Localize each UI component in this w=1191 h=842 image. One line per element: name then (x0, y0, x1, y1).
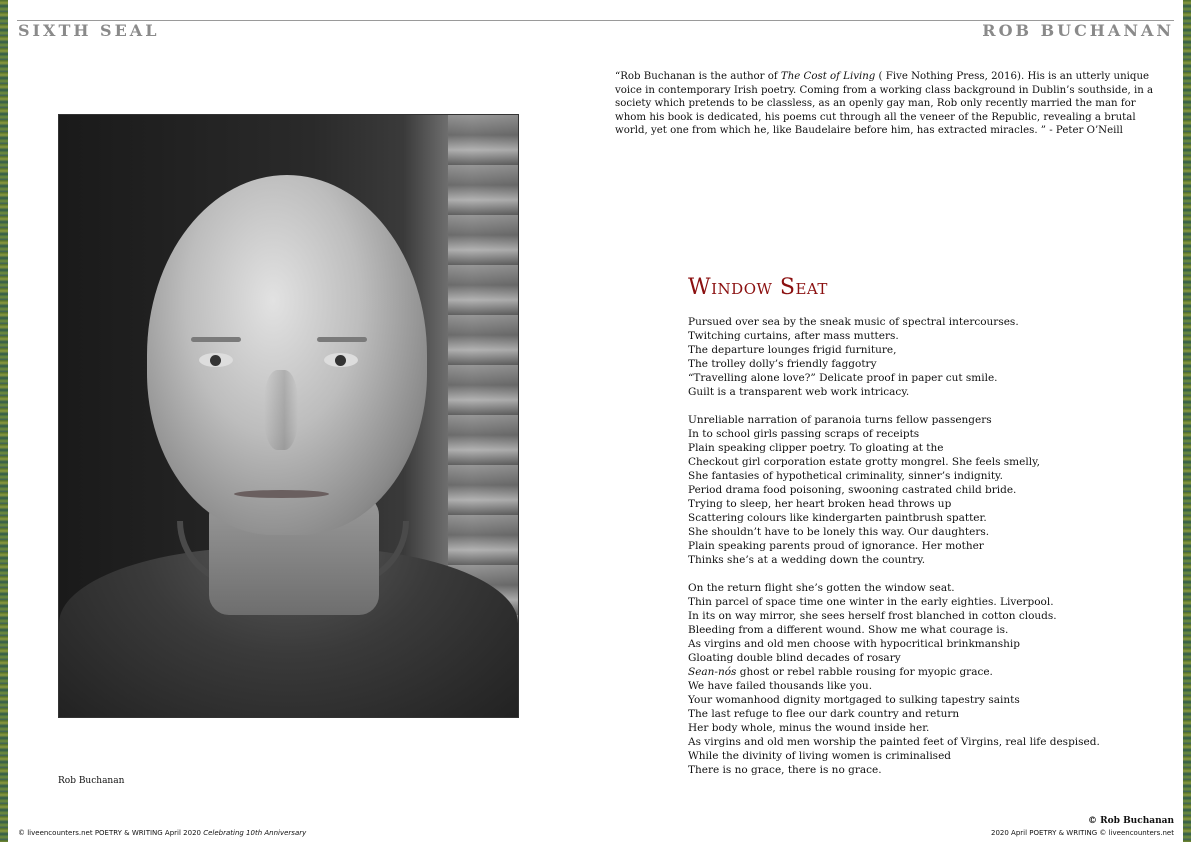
photo-mouth (234, 490, 329, 498)
poem-line: As virgins and old men worship the painted feet of Virgins, real life despised. (688, 736, 1100, 748)
poem-line: Twitching curtains, after mass mutters. (688, 330, 899, 342)
photo-brow-left (191, 337, 241, 342)
poem-line: There is no grace, there is no grace. (688, 764, 882, 776)
poem-line: Scattering colours like kindergarten paintbrush spatter. (688, 512, 987, 524)
poem-line-rest: ghost or rebel rabble rousing for myopic grace. (736, 666, 993, 678)
photo-head (147, 175, 427, 535)
photo-eye-right (324, 353, 358, 367)
sean-nos-term: Sean-nós (688, 666, 737, 678)
poem-line: Your womanhood dignity mortgaged to sulking tapestry saints (688, 694, 1020, 706)
poem-line: Guilt is a transparent web work intricacy. (688, 386, 910, 398)
stanza-1 (688, 315, 1128, 399)
stanza-2 (688, 413, 1128, 567)
quote-text-start: “Rob Buchanan is the author of (615, 71, 781, 82)
poem-line: Unreliable narration of paranoia turns fellow passengers (688, 414, 992, 426)
poem-line (688, 665, 1128, 679)
author-photo (58, 114, 519, 718)
poem-line: Plain speaking clipper poetry. To gloating at the (688, 442, 944, 454)
photo-caption: Rob Buchanan (58, 776, 125, 786)
poem-line: Trying to sleep, her heart broken head throws up (688, 498, 952, 510)
footer-anniversary: Celebrating 10th Anniversary (203, 829, 307, 837)
author-header: ROB BUCHANAN (982, 21, 1174, 40)
photo-eye-left (199, 353, 233, 367)
poem-line: The trolley dolly’s friendly faggotry (688, 358, 877, 370)
poem-line: In its on way mirror, she sees herself frost blanched in cotton clouds. (688, 610, 1057, 622)
left-decorative-border (0, 0, 8, 842)
poem-line: “Travelling alone love?” Delicate proof in paper cut smile. (688, 372, 998, 384)
poem-line: On the return flight she’s gotten the window seat. (688, 582, 955, 594)
poem-line: While the divinity of living women is criminalised (688, 750, 952, 762)
author-bio-quote (615, 70, 1160, 138)
photo-brow-right (317, 337, 367, 342)
poem-line: Period drama food poisoning, swooning castrated child bride. (688, 484, 1017, 496)
poem-line: Thin parcel of space time one winter in the early eighties. Liverpool. (688, 596, 1054, 608)
footer-right: 2020 April POETRY & WRITING © liveencounters.net (991, 829, 1174, 837)
quote-text-end: ( Five Nothing Press, 2016). His is an utterly unique voice in contemporary Irish poetry. Coming from a working class background in Dublin’s southside, in a society which pretends to be classless, as an openly gay man, Rob only recently married the man for whom his book is dedicated, his poems cut through all the veneer of the Republic, revealing a brutal world, yet one from which he, like Baudelaire before him, has extracted miracles. ” - Peter O’Neill (615, 71, 1154, 136)
poem-title: Window Seat (688, 275, 828, 300)
poem-line: She shouldn’t have to be lonely this way. Our daughters. (688, 526, 990, 538)
magazine-section-title: SIXTH SEAL (18, 21, 160, 40)
right-decorative-border (1183, 0, 1191, 842)
stanza-3 (688, 581, 1128, 777)
footer-left-text: © liveencounters.net POETRY & WRITING April 2020 (18, 829, 204, 837)
poem-line: Pursued over sea by the sneak music of spectral intercourses. (688, 316, 1019, 328)
photo-nose (264, 370, 298, 450)
poem-line: Bleeding from a different wound. Show me what courage is. (688, 624, 1009, 636)
poem-line: She fantasies of hypothetical criminality, sinner’s indignity. (688, 470, 1003, 482)
poem-line: Gloating double blind decades of rosary (688, 652, 901, 664)
poem-body (688, 315, 1128, 791)
footer-left (18, 829, 306, 837)
poem-line: Her body whole, minus the wound inside her. (688, 722, 930, 734)
poem-line: We have failed thousands like you. (688, 680, 873, 692)
poem-line: The last refuge to flee our dark country and return (688, 708, 960, 720)
poem-line: The departure lounges frigid furniture, (688, 344, 897, 356)
poem-line: In to school girls passing scraps of receipts (688, 428, 920, 440)
poem-line: Checkout girl corporation estate grotty mongrel. She feels smelly, (688, 456, 1040, 468)
poem-line: Thinks she’s at a wedding down the country. (688, 554, 926, 566)
poem-line: As virgins and old men choose with hypocritical brinkmanship (688, 638, 1021, 650)
book-title: The Cost of Living (780, 71, 876, 82)
poem-copyright: © Rob Buchanan (1088, 816, 1174, 826)
poem-line: Plain speaking parents proud of ignorance. Her mother (688, 540, 984, 552)
